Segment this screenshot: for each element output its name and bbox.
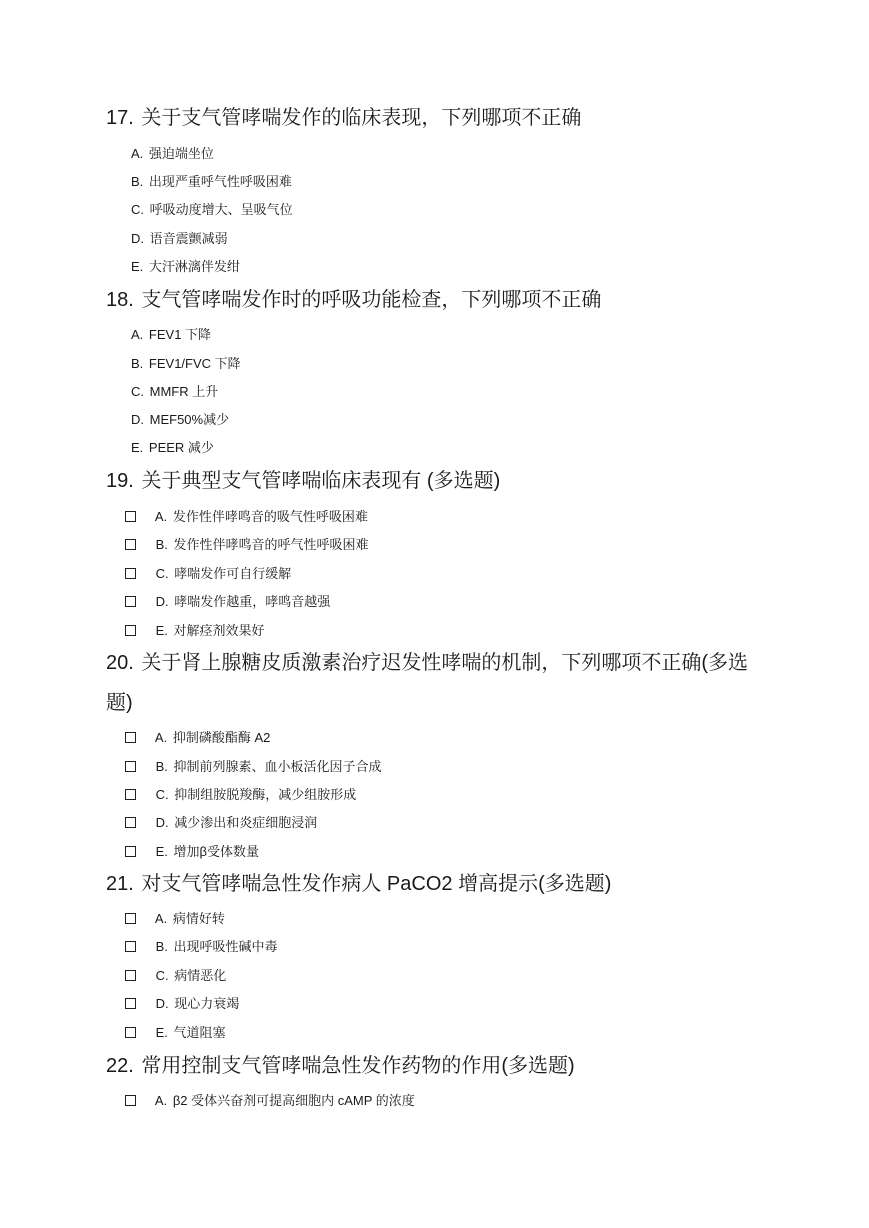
checkbox-icon[interactable] <box>125 539 136 550</box>
option-text: 语音震颤减弱 <box>149 231 228 246</box>
checkbox-icon[interactable] <box>125 596 136 607</box>
option-20-d[interactable] <box>125 813 317 833</box>
option-letter: D. <box>155 815 169 830</box>
checkbox-icon[interactable] <box>125 941 136 952</box>
question-17-title <box>106 98 786 138</box>
option-21-d[interactable] <box>125 994 239 1014</box>
option-17-d <box>131 229 228 249</box>
option-letter: A. <box>154 730 168 745</box>
option-text: MMFR 上升 <box>149 384 219 399</box>
option-letter: D. <box>131 412 144 427</box>
option-letter: A. <box>131 327 144 342</box>
option-19-a[interactable] <box>125 507 368 527</box>
option-letter: A. <box>154 509 168 524</box>
option-text: 减少渗出和炎症细胞浸润 <box>174 815 318 830</box>
option-text: 增加β受体数量 <box>173 844 260 859</box>
option-21-e[interactable] <box>125 1023 226 1043</box>
question-number: 19. <box>106 470 134 492</box>
option-letter: A. <box>131 146 144 161</box>
checkbox-icon[interactable] <box>125 625 136 636</box>
checkbox-icon[interactable] <box>125 970 136 981</box>
checkbox-icon[interactable] <box>125 1027 136 1038</box>
option-text: FEV1/FVC 下降 <box>148 356 241 371</box>
option-text: MEF50%减少 <box>149 412 230 427</box>
question-18-title <box>106 280 786 320</box>
option-text: FEV1 下降 <box>148 327 212 342</box>
option-letter: D. <box>155 996 169 1011</box>
checkbox-icon[interactable] <box>125 846 136 857</box>
option-text: 发作性伴哮鸣音的吸气性呼吸困难 <box>172 509 368 524</box>
question-text: 关于典型支气管哮喘临床表现有 (多选题) <box>141 470 501 492</box>
question-text: 对支气管哮喘急性发作病人 PaCO2 增高提示(多选题) <box>141 873 612 895</box>
question-number: 17. <box>106 107 134 129</box>
checkbox-icon[interactable] <box>125 761 136 772</box>
option-22-a[interactable] <box>125 1091 415 1111</box>
option-letter: B. <box>155 759 168 774</box>
question-22-title <box>106 1046 786 1086</box>
option-letter: C. <box>131 384 144 399</box>
question-number: 21. <box>106 873 134 895</box>
option-letter: C. <box>155 566 169 581</box>
option-letter: C. <box>155 787 169 802</box>
option-text: 呼吸动度增大、呈吸气位 <box>149 202 293 217</box>
option-19-e[interactable] <box>125 621 265 641</box>
question-number: 20. <box>106 652 134 674</box>
option-21-a[interactable] <box>125 909 225 929</box>
question-20-title <box>106 643 766 723</box>
option-text: 现心力衰竭 <box>174 996 240 1011</box>
option-letter: E. <box>131 259 144 274</box>
option-19-b[interactable] <box>125 535 369 555</box>
option-letter: D. <box>131 231 144 246</box>
option-text: β2 受体兴奋剂可提高细胞内 cAMP 的浓度 <box>172 1093 415 1108</box>
option-text: PEER 减少 <box>148 440 214 455</box>
option-text: 病情好转 <box>172 911 225 926</box>
option-text: 抑制磷酸酯酶 A2 <box>172 730 271 745</box>
option-letter: D. <box>155 594 169 609</box>
option-letter: A. <box>154 911 168 926</box>
option-20-b[interactable] <box>125 757 382 777</box>
option-19-c[interactable] <box>125 564 291 584</box>
option-20-e[interactable] <box>125 842 259 862</box>
option-letter: E. <box>155 1025 168 1040</box>
option-text: 抑制组胺脱羧酶，减少组胺形成 <box>174 787 357 802</box>
question-text: 常用控制支气管哮喘急性发作药物的作用(多选题) <box>141 1055 575 1077</box>
option-17-b <box>131 172 292 192</box>
option-text: 病情恶化 <box>174 968 227 983</box>
option-letter: A. <box>154 1093 168 1108</box>
checkbox-icon[interactable] <box>125 913 136 924</box>
option-letter: B. <box>131 356 144 371</box>
question-number: 18. <box>106 289 134 311</box>
checkbox-icon[interactable] <box>125 789 136 800</box>
option-text: 出现呼吸性碱中毒 <box>173 939 278 954</box>
option-text: 强迫端坐位 <box>148 146 214 161</box>
option-letter: B. <box>155 939 168 954</box>
option-text: 哮喘发作越重，哮鸣音越强 <box>174 594 331 609</box>
option-letter: E. <box>155 623 168 638</box>
checkbox-icon[interactable] <box>125 1095 136 1106</box>
option-letter: E. <box>131 440 144 455</box>
question-text: 关于肾上腺糖皮质激素治疗迟发性哮喘的机制，下列哪项不正确(多选题) <box>106 652 749 714</box>
checkbox-icon[interactable] <box>125 511 136 522</box>
checkbox-icon[interactable] <box>125 568 136 579</box>
option-18-a <box>131 325 211 345</box>
option-17-a <box>131 144 214 164</box>
checkbox-icon[interactable] <box>125 732 136 743</box>
option-letter: C. <box>131 202 144 217</box>
question-text: 支气管哮喘发作时的呼吸功能检查，下列哪项不正确 <box>141 289 602 311</box>
question-21-title <box>106 864 786 904</box>
option-text: 抑制前列腺素、血小板活化因子合成 <box>173 759 382 774</box>
option-20-c[interactable] <box>125 785 356 805</box>
checkbox-icon[interactable] <box>125 817 136 828</box>
option-text: 大汗淋漓伴发绀 <box>148 259 240 274</box>
option-letter: E. <box>155 844 168 859</box>
option-text: 对解痉剂效果好 <box>173 623 265 638</box>
question-text: 关于支气管哮喘发作的临床表现，下列哪项不正确 <box>141 107 582 129</box>
question-19-title <box>106 461 786 501</box>
option-20-a[interactable] <box>125 728 270 748</box>
option-letter: C. <box>155 968 169 983</box>
option-letter: B. <box>131 174 144 189</box>
option-letter: B. <box>155 537 168 552</box>
option-21-b[interactable] <box>125 937 278 957</box>
question-number: 22. <box>106 1055 134 1077</box>
option-17-c <box>131 200 293 220</box>
checkbox-icon[interactable] <box>125 998 136 1009</box>
option-18-b <box>131 354 241 374</box>
option-18-c <box>131 382 218 402</box>
option-text: 发作性伴哮鸣音的呼气性呼吸困难 <box>173 537 369 552</box>
option-text: 哮喘发作可自行缓解 <box>174 566 292 581</box>
option-18-d <box>131 410 229 430</box>
option-text: 出现严重呼气性呼吸困难 <box>148 174 292 189</box>
option-18-e <box>131 438 214 458</box>
option-21-c[interactable] <box>125 966 226 986</box>
option-text: 气道阻塞 <box>173 1025 226 1040</box>
option-17-e <box>131 257 240 277</box>
option-19-d[interactable] <box>125 592 330 612</box>
